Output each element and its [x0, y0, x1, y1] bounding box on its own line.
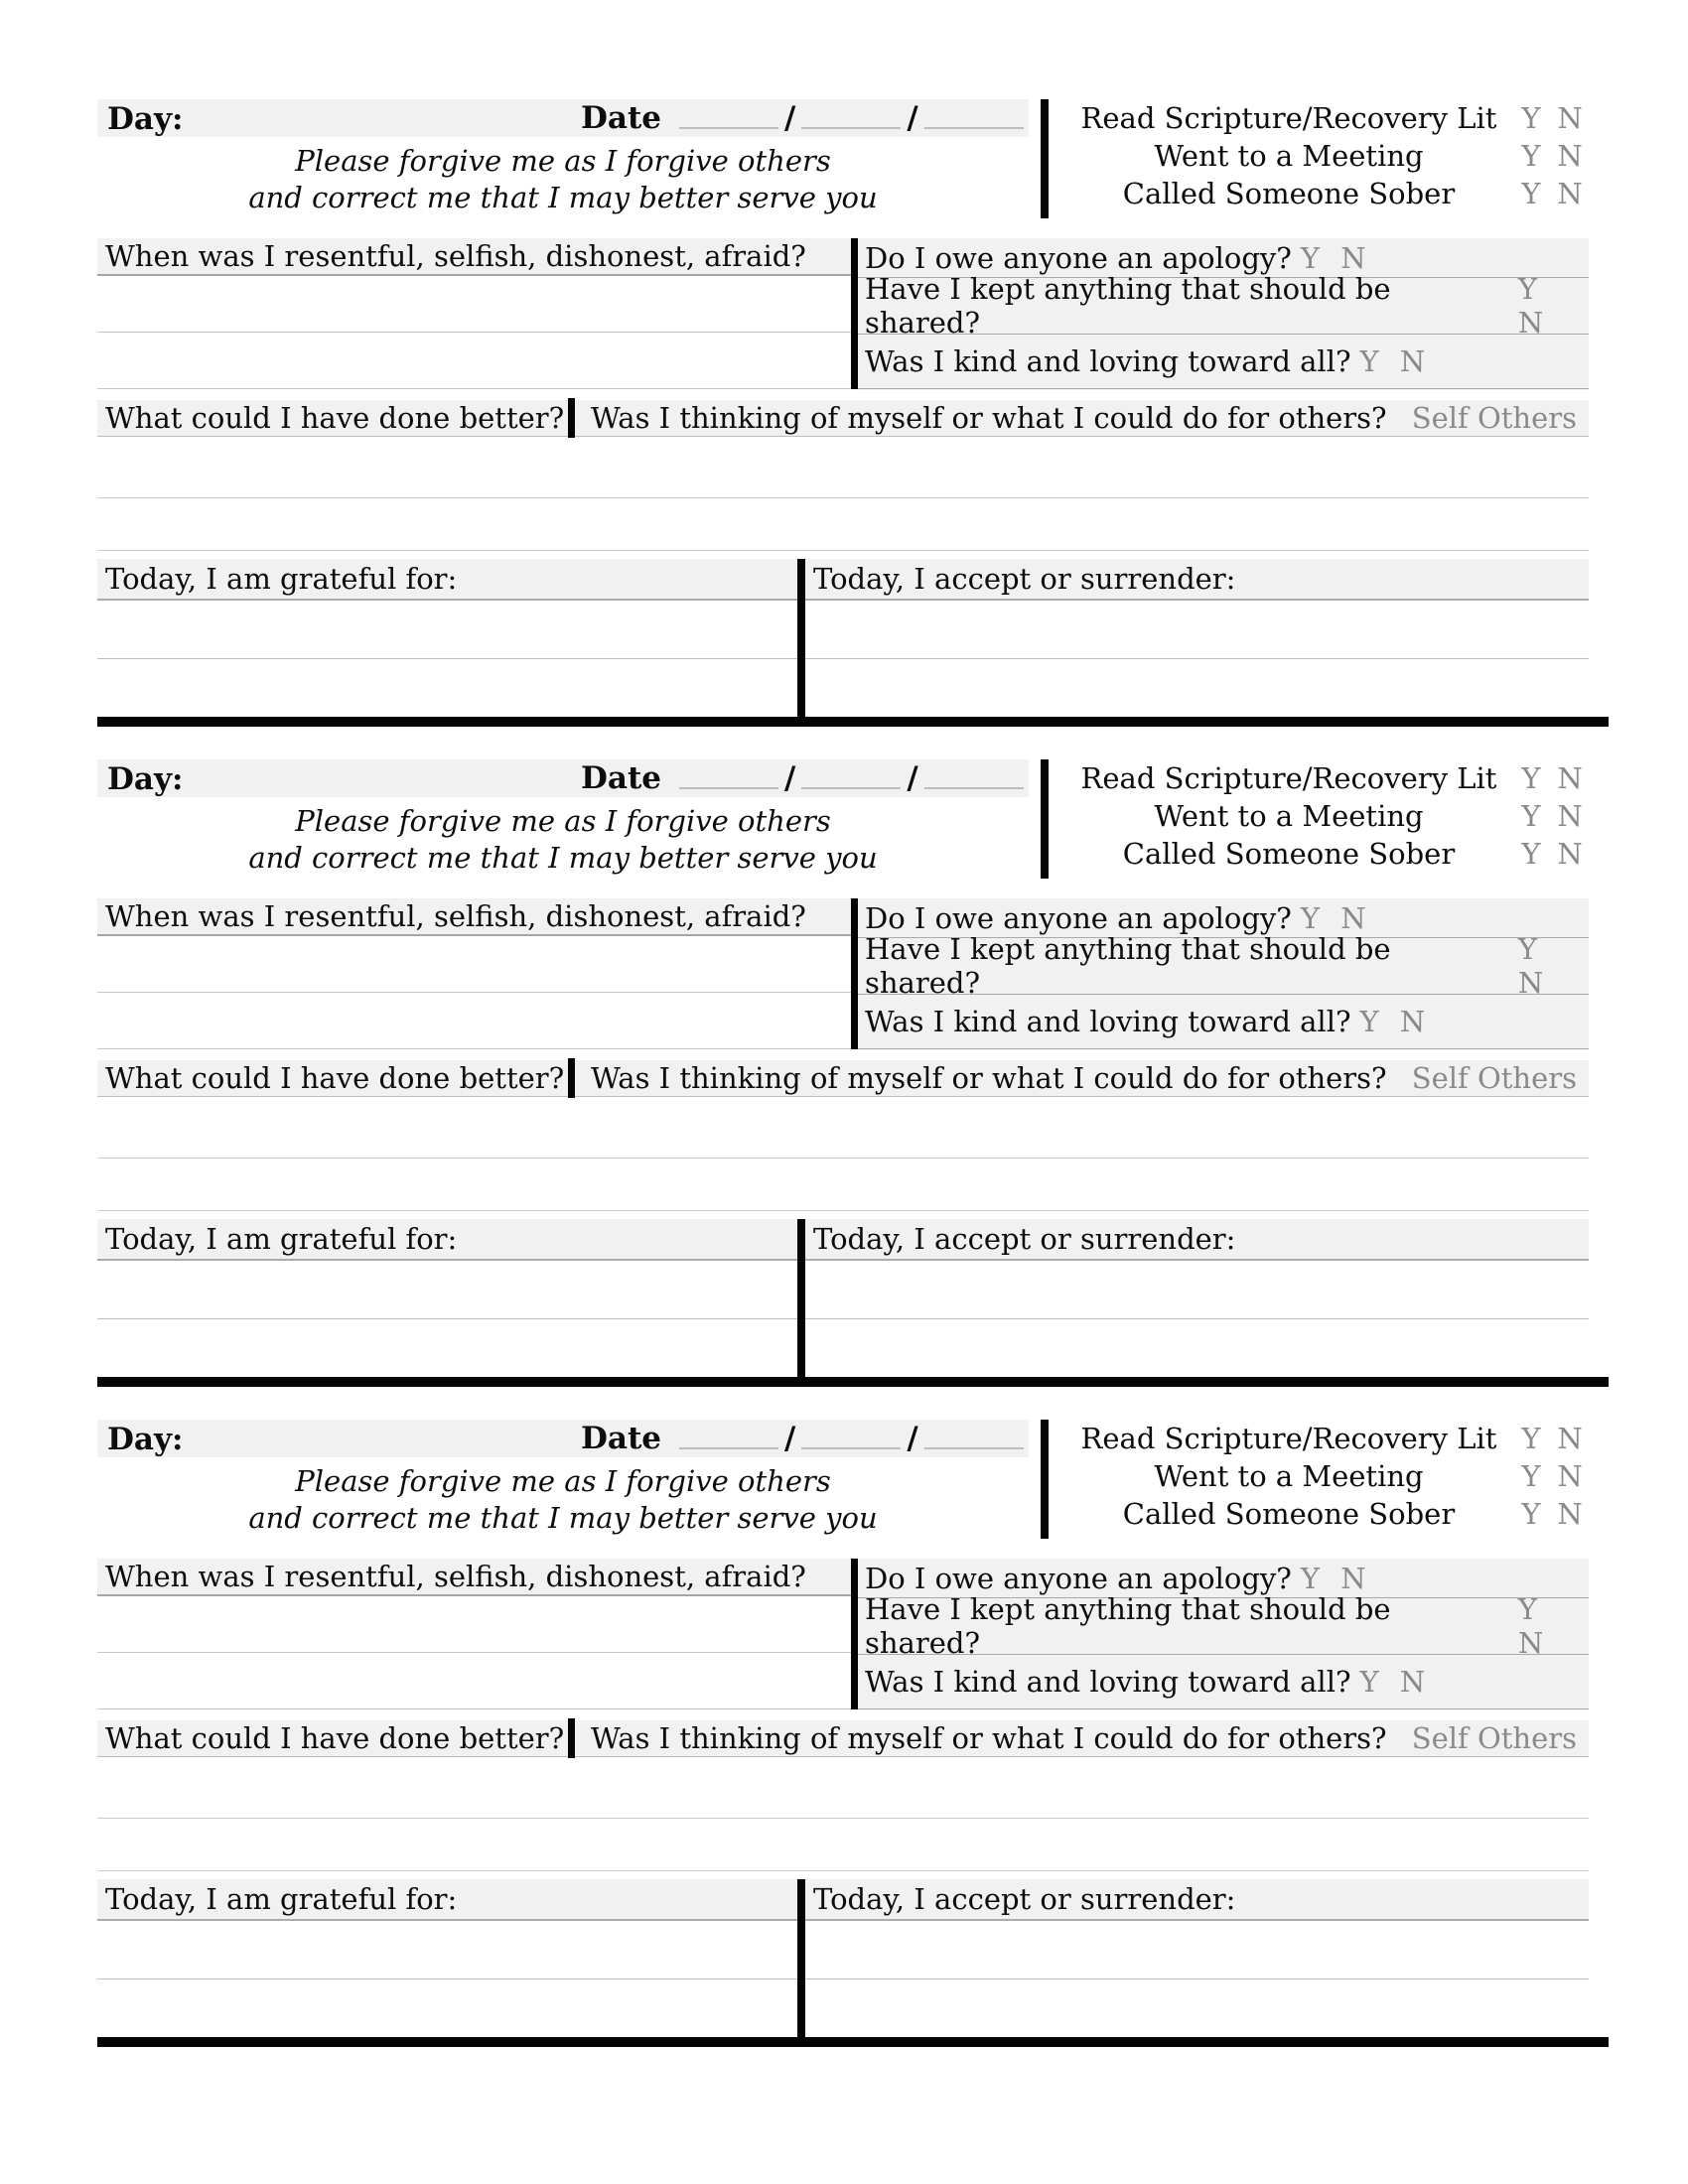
- answer-line[interactable]: [97, 1159, 1589, 1211]
- yes-option[interactable]: Y: [1521, 139, 1541, 173]
- daily-inventory-entry: [97, 99, 1609, 759]
- yes-option[interactable]: Y: [1521, 1459, 1541, 1493]
- question-label: Was I kind and loving toward all?: [865, 1665, 1351, 1699]
- date-day-field[interactable]: [801, 787, 901, 789]
- checklist-label: Went to a Meeting: [1154, 799, 1424, 833]
- grateful-column: [97, 559, 797, 717]
- better-question-bar: [97, 1060, 1589, 1097]
- better-question-bar: [97, 400, 1589, 437]
- yes-no-options[interactable]: Y N: [1359, 1005, 1432, 1038]
- checklist-row: [1066, 1495, 1589, 1533]
- yes-option[interactable]: Y: [1521, 837, 1541, 871]
- date-year-field[interactable]: [924, 787, 1024, 789]
- yes-no-options[interactable]: Y N: [1300, 1561, 1372, 1595]
- question-row: [858, 1655, 1589, 1709]
- checklist-row: [1066, 175, 1589, 212]
- day-blank-field[interactable]: [207, 759, 574, 797]
- inventory-questions: [97, 1559, 1589, 1710]
- date-label: Date: [581, 100, 662, 136]
- checklist-label: Called Someone Sober: [1122, 177, 1456, 210]
- inventory-questions: [97, 898, 1589, 1050]
- yes-no-questions-column: [858, 1559, 1589, 1710]
- checklist-label: Went to a Meeting: [1154, 1459, 1424, 1493]
- yes-no-options[interactable]: Y N: [1359, 1665, 1432, 1699]
- answer-line[interactable]: [805, 1319, 1589, 1375]
- checklist-row: [1066, 1457, 1589, 1495]
- checklist-row: [1066, 759, 1589, 797]
- day-blank-field[interactable]: [207, 99, 574, 137]
- checklist-row: [1066, 1420, 1589, 1457]
- date-label: Date: [581, 760, 662, 796]
- gratitude-divider-bar: [797, 559, 805, 717]
- grateful-column: [97, 1219, 797, 1377]
- question-row: [858, 272, 1589, 340]
- date-day-field[interactable]: [801, 127, 901, 129]
- checklist-label: Called Someone Sober: [1122, 837, 1456, 871]
- gratitude-section: [97, 1879, 1589, 2037]
- header-divider-bar: [1041, 99, 1049, 218]
- entries-container: [97, 99, 1609, 2080]
- better-divider-bar: [568, 1718, 575, 1758]
- question-label: Have I kept anything that should be shared?: [865, 1592, 1391, 1660]
- question-label: Have I kept anything that should be shared?: [865, 272, 1391, 340]
- answer-line[interactable]: [805, 1261, 1589, 1319]
- block-divider: [97, 1377, 1609, 1387]
- date-group: [581, 759, 1028, 797]
- day-bar: [97, 759, 1029, 797]
- answer-line[interactable]: [97, 1653, 851, 1709]
- answer-line[interactable]: [97, 659, 797, 715]
- date-slash: /: [784, 100, 796, 136]
- no-option[interactable]: N: [1557, 1422, 1583, 1455]
- prayer-text: [97, 1463, 1029, 1537]
- question-row: [858, 335, 1589, 389]
- yes-option[interactable]: Y: [1521, 761, 1541, 795]
- answer-line[interactable]: [97, 1979, 797, 2035]
- better-question-label: What could I have done better?: [105, 1721, 565, 1755]
- date-group: [581, 99, 1028, 137]
- better-question-label: What could I have done better?: [105, 401, 565, 435]
- answer-line[interactable]: [97, 276, 851, 333]
- mid-divider-bar: [851, 898, 858, 1049]
- yes-no-questions-column: [858, 238, 1589, 390]
- yes-option[interactable]: Y: [1521, 177, 1541, 210]
- self-others-options[interactable]: Self Others: [1411, 401, 1577, 435]
- no-option[interactable]: N: [1557, 761, 1583, 795]
- date-slash: /: [784, 1421, 796, 1456]
- yes-no-questions-column: [858, 898, 1589, 1050]
- daily-inventory-entry: [97, 759, 1609, 1420]
- date-month-field[interactable]: [679, 787, 778, 789]
- prayer-text: [97, 803, 1029, 877]
- answer-line[interactable]: [97, 1319, 797, 1375]
- surrender-header: [805, 1879, 1589, 1921]
- checklist-row: [1066, 835, 1589, 873]
- gratitude-divider-bar: [797, 1219, 805, 1377]
- better-divider-bar: [568, 1058, 575, 1098]
- answer-line[interactable]: [97, 1921, 797, 1979]
- surrender-column: [805, 1219, 1589, 1377]
- checklist-label: Called Someone Sober: [1122, 1497, 1456, 1531]
- resentful-question-label: When was I resentful, selfish, dishonest, afraid?: [105, 899, 806, 933]
- daily-inventory-entry: [97, 1420, 1609, 2080]
- surrender-header: [805, 559, 1589, 601]
- header-divider-bar: [1041, 759, 1049, 879]
- daily-checklist: [1066, 99, 1589, 212]
- day-bar: [97, 1420, 1029, 1457]
- answer-line[interactable]: [805, 1921, 1589, 1979]
- yes-no-options[interactable]: Y N: [1517, 272, 1550, 340]
- prayer-line-2: and correct me that I may better serve you: [248, 181, 878, 214]
- day-label: Day:: [107, 761, 184, 797]
- prayer-text: [97, 143, 1029, 216]
- no-option[interactable]: N: [1557, 1459, 1583, 1493]
- yes-option[interactable]: Y: [1521, 1497, 1541, 1531]
- gratitude-section: [97, 559, 1589, 717]
- surrender-column: [805, 1879, 1589, 2037]
- no-option[interactable]: N: [1557, 799, 1583, 833]
- yes-option[interactable]: Y: [1521, 799, 1541, 833]
- yes-no-options[interactable]: Y N: [1300, 240, 1372, 275]
- checklist-label: Went to a Meeting: [1154, 139, 1424, 173]
- checklist-label: Read Scripture/Recovery Lit: [1080, 101, 1497, 135]
- header-divider-bar: [1041, 1420, 1049, 1539]
- date-slash: /: [784, 760, 796, 796]
- entry-header: [97, 759, 1589, 898]
- resentful-column: [97, 1559, 851, 1710]
- date-slash: /: [907, 100, 918, 136]
- answer-line[interactable]: [97, 993, 851, 1049]
- date-slash: /: [907, 1421, 918, 1456]
- surrender-header: [805, 1219, 1589, 1261]
- question-label: Do I owe anyone an apology?: [865, 1561, 1292, 1595]
- grateful-label: Today, I am grateful for:: [105, 1222, 458, 1256]
- question-label: Was I kind and loving toward all?: [865, 1005, 1351, 1038]
- resentful-question-bar: [97, 1559, 851, 1596]
- answer-line[interactable]: [97, 437, 1589, 498]
- resentful-question-label: When was I resentful, selfish, dishonest, afraid?: [105, 1560, 806, 1593]
- gratitude-section: [97, 1219, 1589, 1377]
- grateful-header: [97, 559, 797, 601]
- yes-no-options[interactable]: Y N: [1359, 344, 1432, 378]
- day-bar: [97, 99, 1029, 137]
- mid-divider-bar: [851, 238, 858, 389]
- day-blank-field[interactable]: [207, 1420, 574, 1457]
- resentful-column: [97, 238, 851, 390]
- prayer-line-1: Please forgive me as I forgive others: [295, 1464, 831, 1498]
- resentful-question-bar: [97, 898, 851, 936]
- surrender-label: Today, I accept or surrender:: [813, 562, 1236, 596]
- answer-line[interactable]: [805, 1979, 1589, 2035]
- date-label: Date: [581, 1421, 662, 1456]
- yes-no-options[interactable]: Y N: [1300, 900, 1372, 935]
- no-option[interactable]: N: [1557, 139, 1583, 173]
- date-month-field[interactable]: [679, 127, 778, 129]
- grateful-column: [97, 1879, 797, 2037]
- day-label: Day:: [107, 1422, 184, 1457]
- yes-no-options[interactable]: Y N: [1517, 932, 1550, 1000]
- question-row: [858, 995, 1589, 1049]
- answer-line[interactable]: [805, 601, 1589, 659]
- checklist-row: [1066, 99, 1589, 137]
- checklist-row: [1066, 137, 1589, 175]
- better-question-label: What could I have done better?: [105, 1061, 565, 1095]
- prayer-line-1: Please forgive me as I forgive others: [295, 144, 831, 178]
- no-option[interactable]: N: [1557, 1497, 1583, 1531]
- no-option[interactable]: N: [1557, 177, 1583, 210]
- daily-checklist: [1066, 1420, 1589, 1533]
- resentful-question-label: When was I resentful, selfish, dishonest, afraid?: [105, 239, 806, 273]
- no-option[interactable]: N: [1557, 837, 1583, 871]
- checklist-label: Read Scripture/Recovery Lit: [1080, 1422, 1497, 1455]
- question-row: [858, 932, 1589, 1000]
- surrender-column: [805, 559, 1589, 717]
- answer-line[interactable]: [97, 1596, 851, 1653]
- question-row: [858, 1592, 1589, 1660]
- answer-line[interactable]: [805, 659, 1589, 715]
- grateful-label: Today, I am grateful for:: [105, 1882, 458, 1916]
- checklist-label: Read Scripture/Recovery Lit: [1080, 761, 1497, 795]
- question-label: Have I kept anything that should be shared?: [865, 932, 1391, 1000]
- question-label: Do I owe anyone an apology?: [865, 900, 1292, 935]
- block-divider: [97, 717, 1609, 727]
- entry-header: [97, 99, 1589, 238]
- answer-line[interactable]: [97, 936, 851, 993]
- prayer-line-2: and correct me that I may better serve you: [248, 1501, 878, 1535]
- answer-line[interactable]: [97, 1757, 1589, 1819]
- date-month-field[interactable]: [679, 1447, 778, 1449]
- question-label: Do I owe anyone an apology?: [865, 240, 1292, 275]
- answer-line[interactable]: [97, 1261, 797, 1319]
- yes-option[interactable]: Y: [1521, 101, 1541, 135]
- thinking-question-label: Was I thinking of myself or what I could do for others?: [591, 1061, 1387, 1095]
- yes-option[interactable]: Y: [1521, 1422, 1541, 1455]
- answer-line[interactable]: [97, 1097, 1589, 1159]
- grateful-header: [97, 1879, 797, 1921]
- date-slash: /: [907, 760, 918, 796]
- answer-line[interactable]: [97, 498, 1589, 551]
- date-day-field[interactable]: [801, 1447, 901, 1449]
- answer-line[interactable]: [97, 333, 851, 389]
- better-question-bar: [97, 1720, 1589, 1757]
- thinking-question-label: Was I thinking of myself or what I could do for others?: [591, 1721, 1387, 1755]
- gratitude-divider-bar: [797, 1879, 805, 2037]
- date-group: [581, 1420, 1028, 1457]
- prayer-line-2: and correct me that I may better serve you: [248, 841, 878, 875]
- resentful-column: [97, 898, 851, 1050]
- surrender-label: Today, I accept or surrender:: [813, 1882, 1236, 1916]
- grateful-label: Today, I am grateful for:: [105, 562, 458, 596]
- surrender-label: Today, I accept or surrender:: [813, 1222, 1236, 1256]
- mid-divider-bar: [851, 1559, 858, 1709]
- prayer-line-1: Please forgive me as I forgive others: [295, 804, 831, 838]
- checklist-row: [1066, 797, 1589, 835]
- thinking-question-label: Was I thinking of myself or what I could do for others?: [591, 401, 1387, 435]
- no-option[interactable]: N: [1557, 101, 1583, 135]
- question-label: Was I kind and loving toward all?: [865, 344, 1351, 378]
- daily-checklist: [1066, 759, 1589, 873]
- answer-line[interactable]: [97, 601, 797, 659]
- self-others-options[interactable]: Self Others: [1411, 1061, 1577, 1095]
- yes-no-options[interactable]: Y N: [1517, 1592, 1550, 1660]
- day-label: Day:: [107, 101, 184, 137]
- better-divider-bar: [568, 398, 575, 438]
- self-others-options[interactable]: Self Others: [1411, 1721, 1577, 1755]
- inventory-questions: [97, 238, 1589, 390]
- entry-header: [97, 1420, 1589, 1559]
- date-year-field[interactable]: [924, 127, 1024, 129]
- date-year-field[interactable]: [924, 1447, 1024, 1449]
- block-divider: [97, 2037, 1609, 2047]
- resentful-question-bar: [97, 238, 851, 276]
- grateful-header: [97, 1219, 797, 1261]
- answer-line[interactable]: [97, 1819, 1589, 1871]
